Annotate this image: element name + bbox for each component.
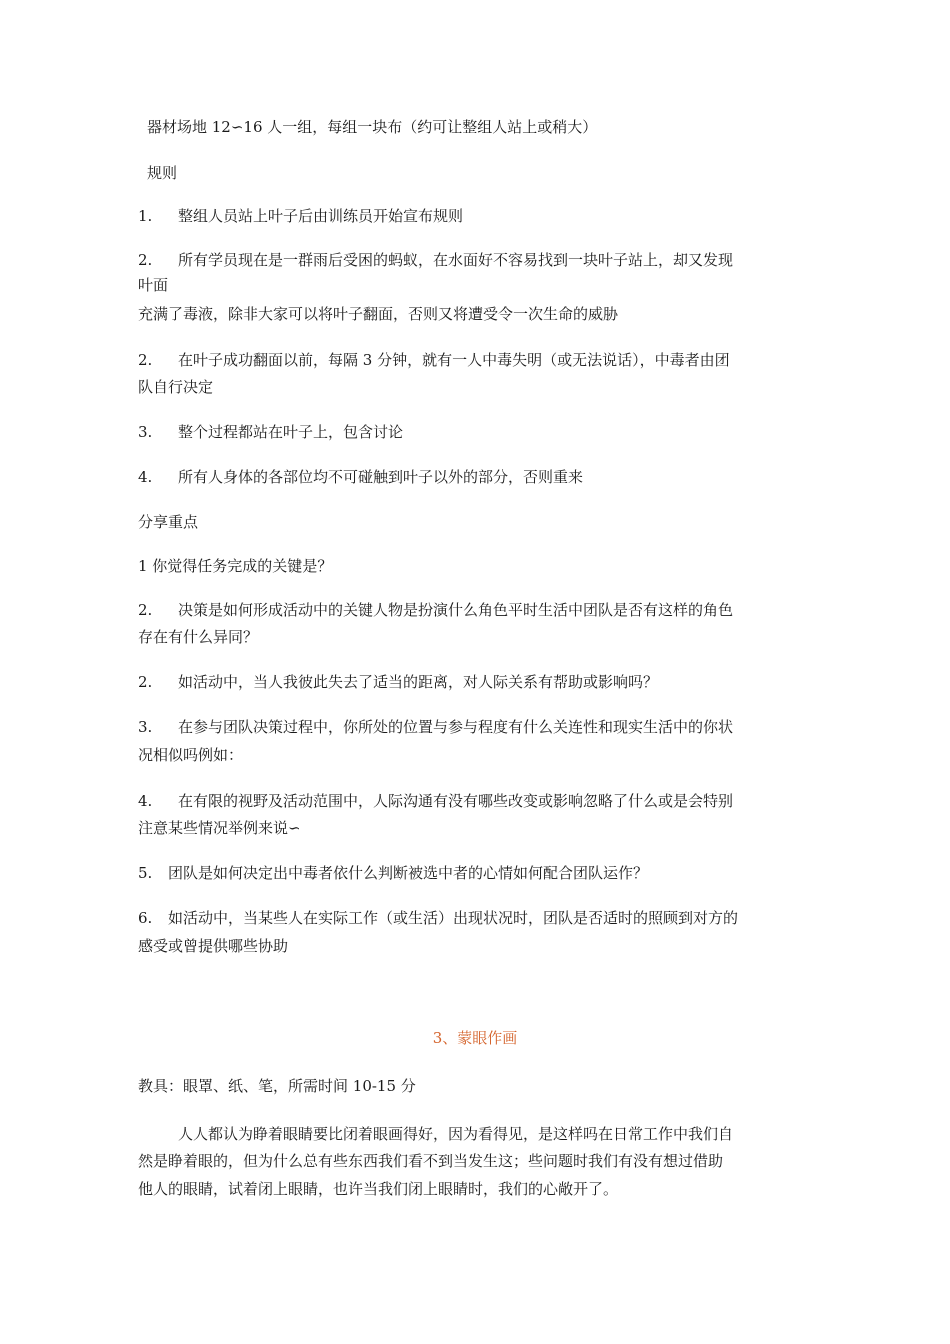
share-text: 在参与团队决策过程中，你所处的位置与参与程度有什么关连性和现实生活中的你状 — [178, 718, 734, 736]
share-item-3 — [138, 672, 658, 692]
rule-item-5 — [138, 467, 583, 487]
rule-item-4 — [138, 422, 403, 442]
rule-text-continuation: 队自行决定 — [138, 378, 214, 396]
rule-text: 在叶子成功翻面以前，每隔 3 分钟，就有一人中毒失明（或无法说话），中毒者由团 — [178, 351, 730, 369]
paragraph-line-3: 他人的眼睛，试着闭上眼睛，也许当我们闭上眼睛时，我们的心敞开了。 — [138, 1180, 619, 1198]
rule-item-3 — [138, 350, 730, 370]
rule-item-2 — [138, 250, 733, 270]
share-item-4 — [138, 717, 733, 737]
share-number: 2. — [138, 601, 153, 619]
rule-number: 4. — [138, 468, 153, 486]
share-text-continuation: 注意某些情况举例来说∽ — [138, 819, 301, 837]
share-item-6 — [138, 863, 648, 883]
rule-text: 所有学员现在是一群雨后受困的蚂蚁，在水面好不容易找到一块叶子站上，却又发现 — [178, 251, 734, 269]
equipment-line: 器材场地 12∽16 人一组，每组一块布（约可让整组人站上或稍大） — [147, 118, 598, 136]
tools-line: 教具：眼罩、纸、笔，所需时间 10-15 分 — [138, 1077, 416, 1095]
share-text-continuation: 感受或曾提供哪些协助 — [138, 937, 289, 955]
paragraph-line-2: 然是睁着眼的，但为什么总有些东西我们看不到当发生这；些问题时我们有没有想过借助 — [138, 1152, 724, 1170]
rules-heading: 规则 — [147, 164, 178, 182]
share-item-5 — [138, 791, 733, 811]
share-item-1: 1 你觉得任务完成的关键是？ — [138, 557, 333, 575]
rule-number: 1. — [138, 207, 153, 225]
share-text: 在有限的视野及活动范围中，人际沟通有没有哪些改变或影响忽略了什么或是会特别 — [178, 792, 734, 810]
share-number: 5. — [138, 864, 153, 882]
share-number: 2. — [138, 673, 153, 691]
share-text-continuation: 存在有什么异同？ — [138, 628, 259, 646]
rule-text: 整组人员站上叶子后由训练员开始宣布规则 — [178, 207, 464, 225]
share-text: 决策是如何形成活动中的关键人物是扮演什么角色平时生活中团队是否有这样的角色 — [178, 601, 734, 619]
share-text: 如活动中，当某些人在实际工作（或生活）出现状况时，团队是否适时的照顾到对方的 — [168, 909, 739, 927]
rule-text: 所有人身体的各部位均不可碰触到叶子以外的部分，否则重来 — [178, 468, 584, 486]
rule-number: 2. — [138, 351, 153, 369]
share-number: 4. — [138, 792, 153, 810]
share-text-continuation: 况相似吗例如： — [138, 746, 244, 764]
share-text: 如活动中，当人我彼此失去了适当的距离，对人际关系有帮助或影响吗？ — [178, 673, 659, 691]
rule-number: 3. — [138, 423, 153, 441]
share-item-2 — [138, 600, 733, 620]
rule-text: 整个过程都站在叶子上，包含讨论 — [178, 423, 404, 441]
share-heading: 分享重点 — [138, 513, 199, 531]
rule-text-continuation: 充满了毒液，除非大家可以将叶子翻面，否则又将遭受令一次生命的威胁 — [138, 305, 619, 323]
share-item-7 — [138, 908, 738, 928]
share-text: 团队是如何决定出中毒者依什么判断被选中者的心情如何配合团队运作？ — [168, 864, 649, 882]
section-title: 3、蒙眼作画 — [432, 1029, 518, 1047]
rule-text-continuation: 叶面 — [138, 276, 169, 294]
paragraph-line-1: 人人都认为睁着眼睛要比闭着眼画得好，因为看得见，是这样吗在日常工作中我们自 — [178, 1125, 734, 1143]
share-number: 6. — [138, 909, 153, 927]
rule-number: 2. — [138, 251, 153, 269]
share-number: 3. — [138, 718, 153, 736]
rule-item-1 — [138, 206, 463, 226]
